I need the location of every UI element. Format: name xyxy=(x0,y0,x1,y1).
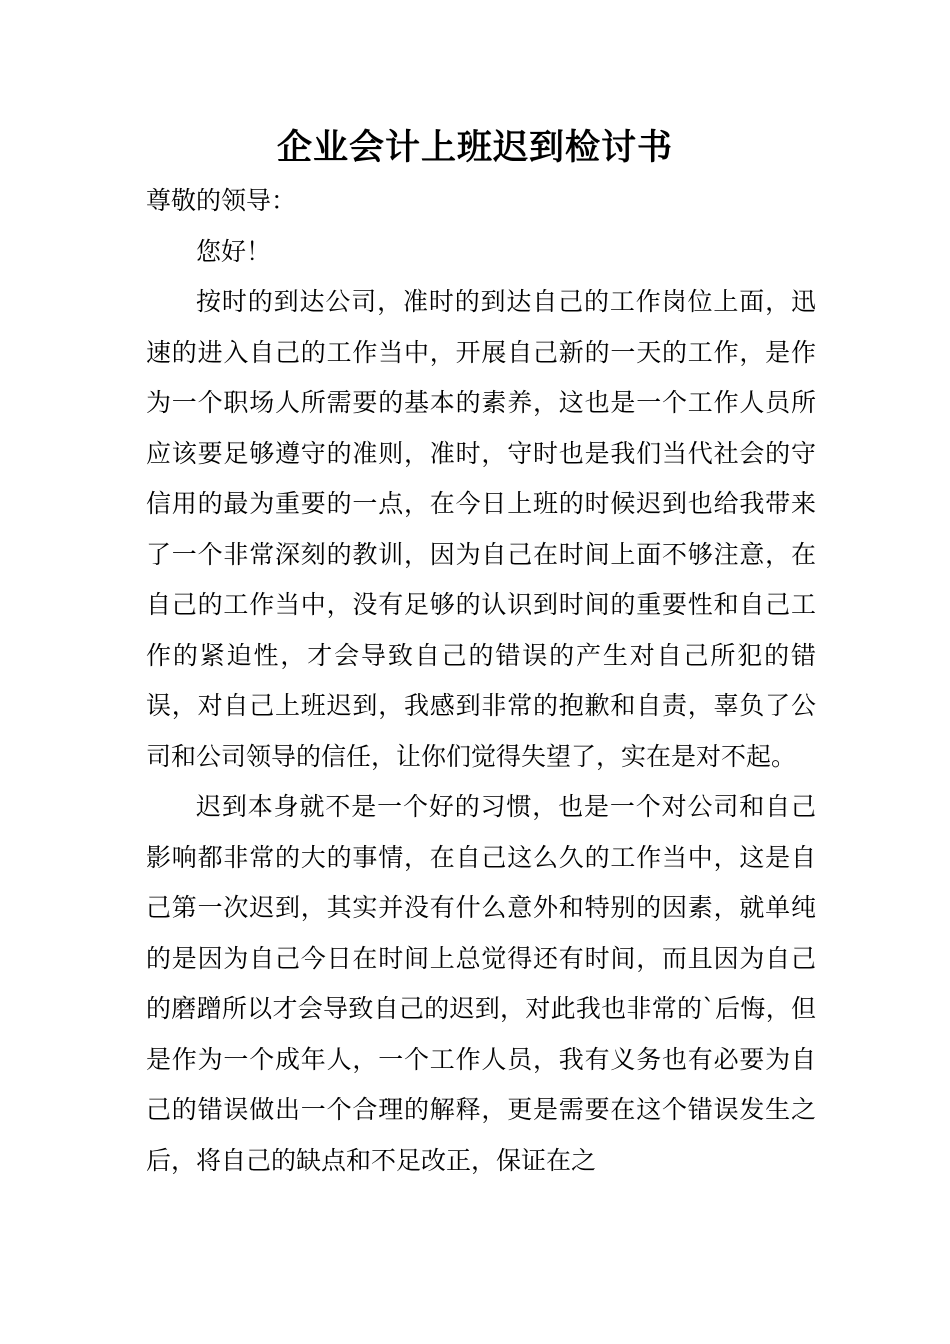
document-body xyxy=(146,176,816,1186)
paragraph: 按时的到达公司，准时的到达自己的工作岗位上面，迅速的进入自己的工作当中，开展自己新的一天的工作，是作为一个职场人所需要的基本的素养，这也是一个工作人员所应该要足够遵守的准则，准时，守时也是我们当代社会的守信用的最为重要的一点，在今日上班的时候迟到也给我带来了一个非常深刻的教训，因为自己在时间上面不够注意，在自己的工作当中，没有足够的认识到时间的重要性和自己工作的紧迫性，才会导致自己的错误的产生对自己所犯的错误，对自己上班迟到，我感到非常的抱歉和自责，辜负了公司和公司领导的信任，让你们觉得失望了，实在是对不起。 xyxy=(146,287,816,771)
document-title: 企业会计上班迟到检讨书 xyxy=(276,128,673,168)
greeting: 您好！ xyxy=(196,236,272,266)
salutation: 尊敬的领导： xyxy=(146,186,297,215)
paragraph: 迟到本身就不是一个好的习惯，也是一个对公司和自己影响都非常的大的事情，在自己这么久的工作当中，这是自己第一次迟到，其实并没有什么意外和特别的因素，就单纯的是因为自己今日在时间上总觉得还有时间，而且因为自己的磨蹭所以才会导致自己的迟到，对此我也非常的`后悔，但是作为一个成年人，一个工作人员，我有义务也有必要为自己的错误做出一个合理的解释，更是需要在这个错误发生之后，将自己的缺点和不足改正，保证在之 xyxy=(146,792,816,1175)
